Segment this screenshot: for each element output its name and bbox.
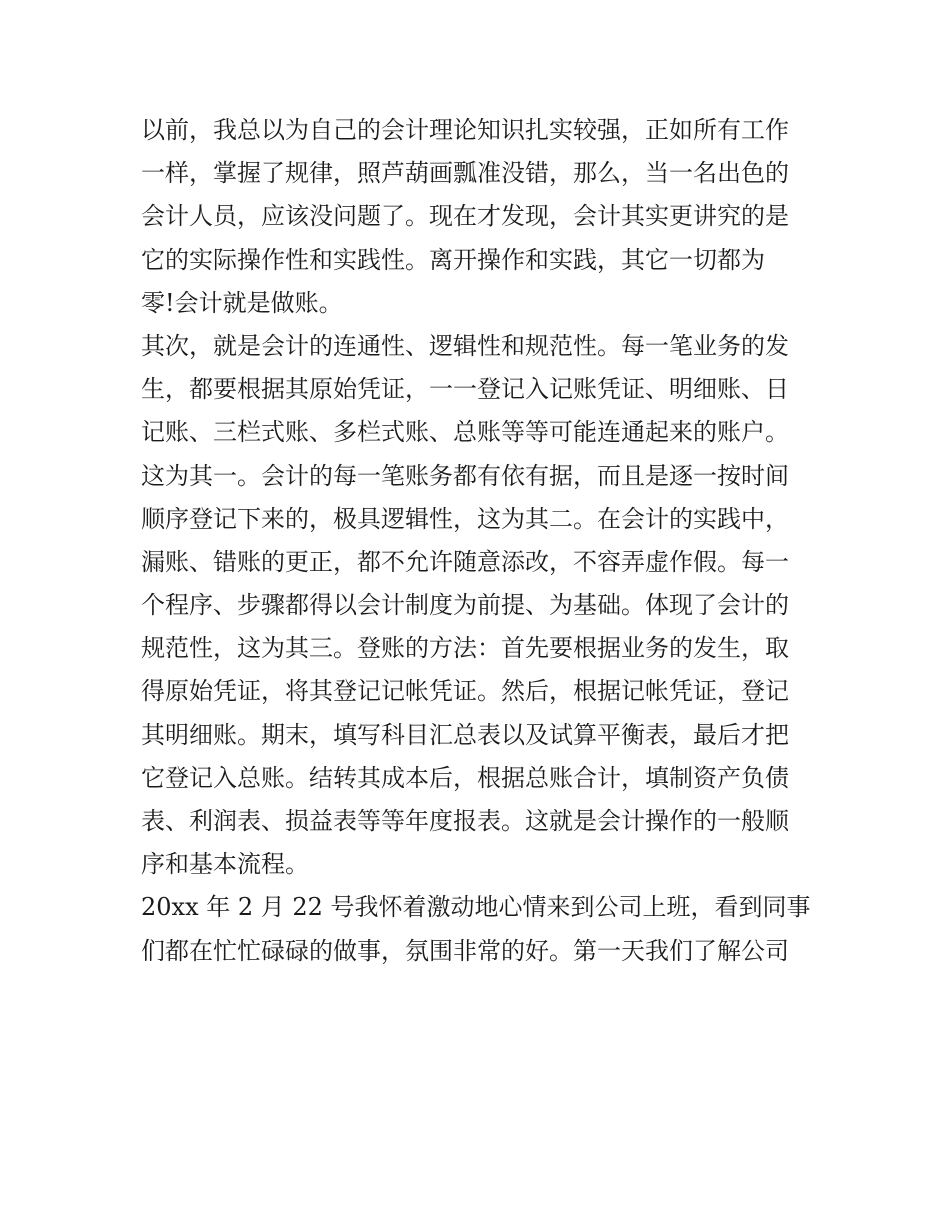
text-line: 其次，就是会计的连通性、逻辑性和规范性。每一笔业务的发 — [141, 331, 789, 360]
text-line: 它的实际操作性和实践性。离开操作和实践，其它一切都为 — [141, 245, 765, 274]
text-line: 其明细账。期末，填写科目汇总表以及试算平衡表，最后才把 — [141, 720, 789, 749]
text-line: 规范性，这为其三。登账的方法：首先要根据业务的发生，取 — [141, 634, 789, 663]
text-line: 得原始凭证，将其登记记帐凭证。然后，根据记帐凭证，登记 — [141, 677, 789, 706]
paragraph-3 — [141, 886, 821, 972]
paragraph-2 — [141, 325, 821, 886]
text-line: 一样，掌握了规律，照芦葫画瓢准没错，那么，当一名出色的 — [141, 159, 789, 188]
text-line: 个程序、步骤都得以会计制度为前提、为基础。体现了会计的 — [141, 591, 789, 620]
text-line: 生，都要根据其原始凭证，一一登记入记账凭证、明细账、日 — [141, 375, 789, 404]
text-line: 漏账、错账的更正，都不允许随意添改，不容弄虚作假。每一 — [141, 547, 789, 576]
text-line: 顺序登记下来的，极具逻辑性，这为其二。在会计的实践中， — [141, 504, 789, 533]
text-line: 序和基本流程。 — [141, 850, 309, 879]
text-line: 记账、三栏式账、多栏式账、总账等等可能连通起来的账户。 — [141, 418, 789, 447]
text-line: 会计人员，应该没问题了。现在才发现，会计其实更讲究的是 — [141, 202, 789, 231]
text-line: 20xx 年 2 月 22 号我怀着激动地心情来到公司上班，看到同事 — [141, 893, 811, 922]
text-line: 它登记入总账。结转其成本后，根据总账合计，填制资产负债 — [141, 763, 789, 792]
text-line: 们都在忙忙碌碌的做事，氛围非常的好。第一天我们了解公司 — [141, 936, 789, 965]
text-line: 零!会计就是做账。 — [141, 288, 343, 317]
text-line: 这为其一。会计的每一笔账务都有依有据，而且是逐一按时间 — [141, 461, 789, 490]
text-line: 表、利润表、损益表等等年度报表。这就是会计操作的一般顺 — [141, 807, 789, 835]
paragraph-1 — [141, 109, 821, 325]
document-body — [141, 109, 821, 973]
text-line: 以前，我总以为自己的会计理论知识扎实较强，正如所有工作 — [141, 116, 789, 144]
